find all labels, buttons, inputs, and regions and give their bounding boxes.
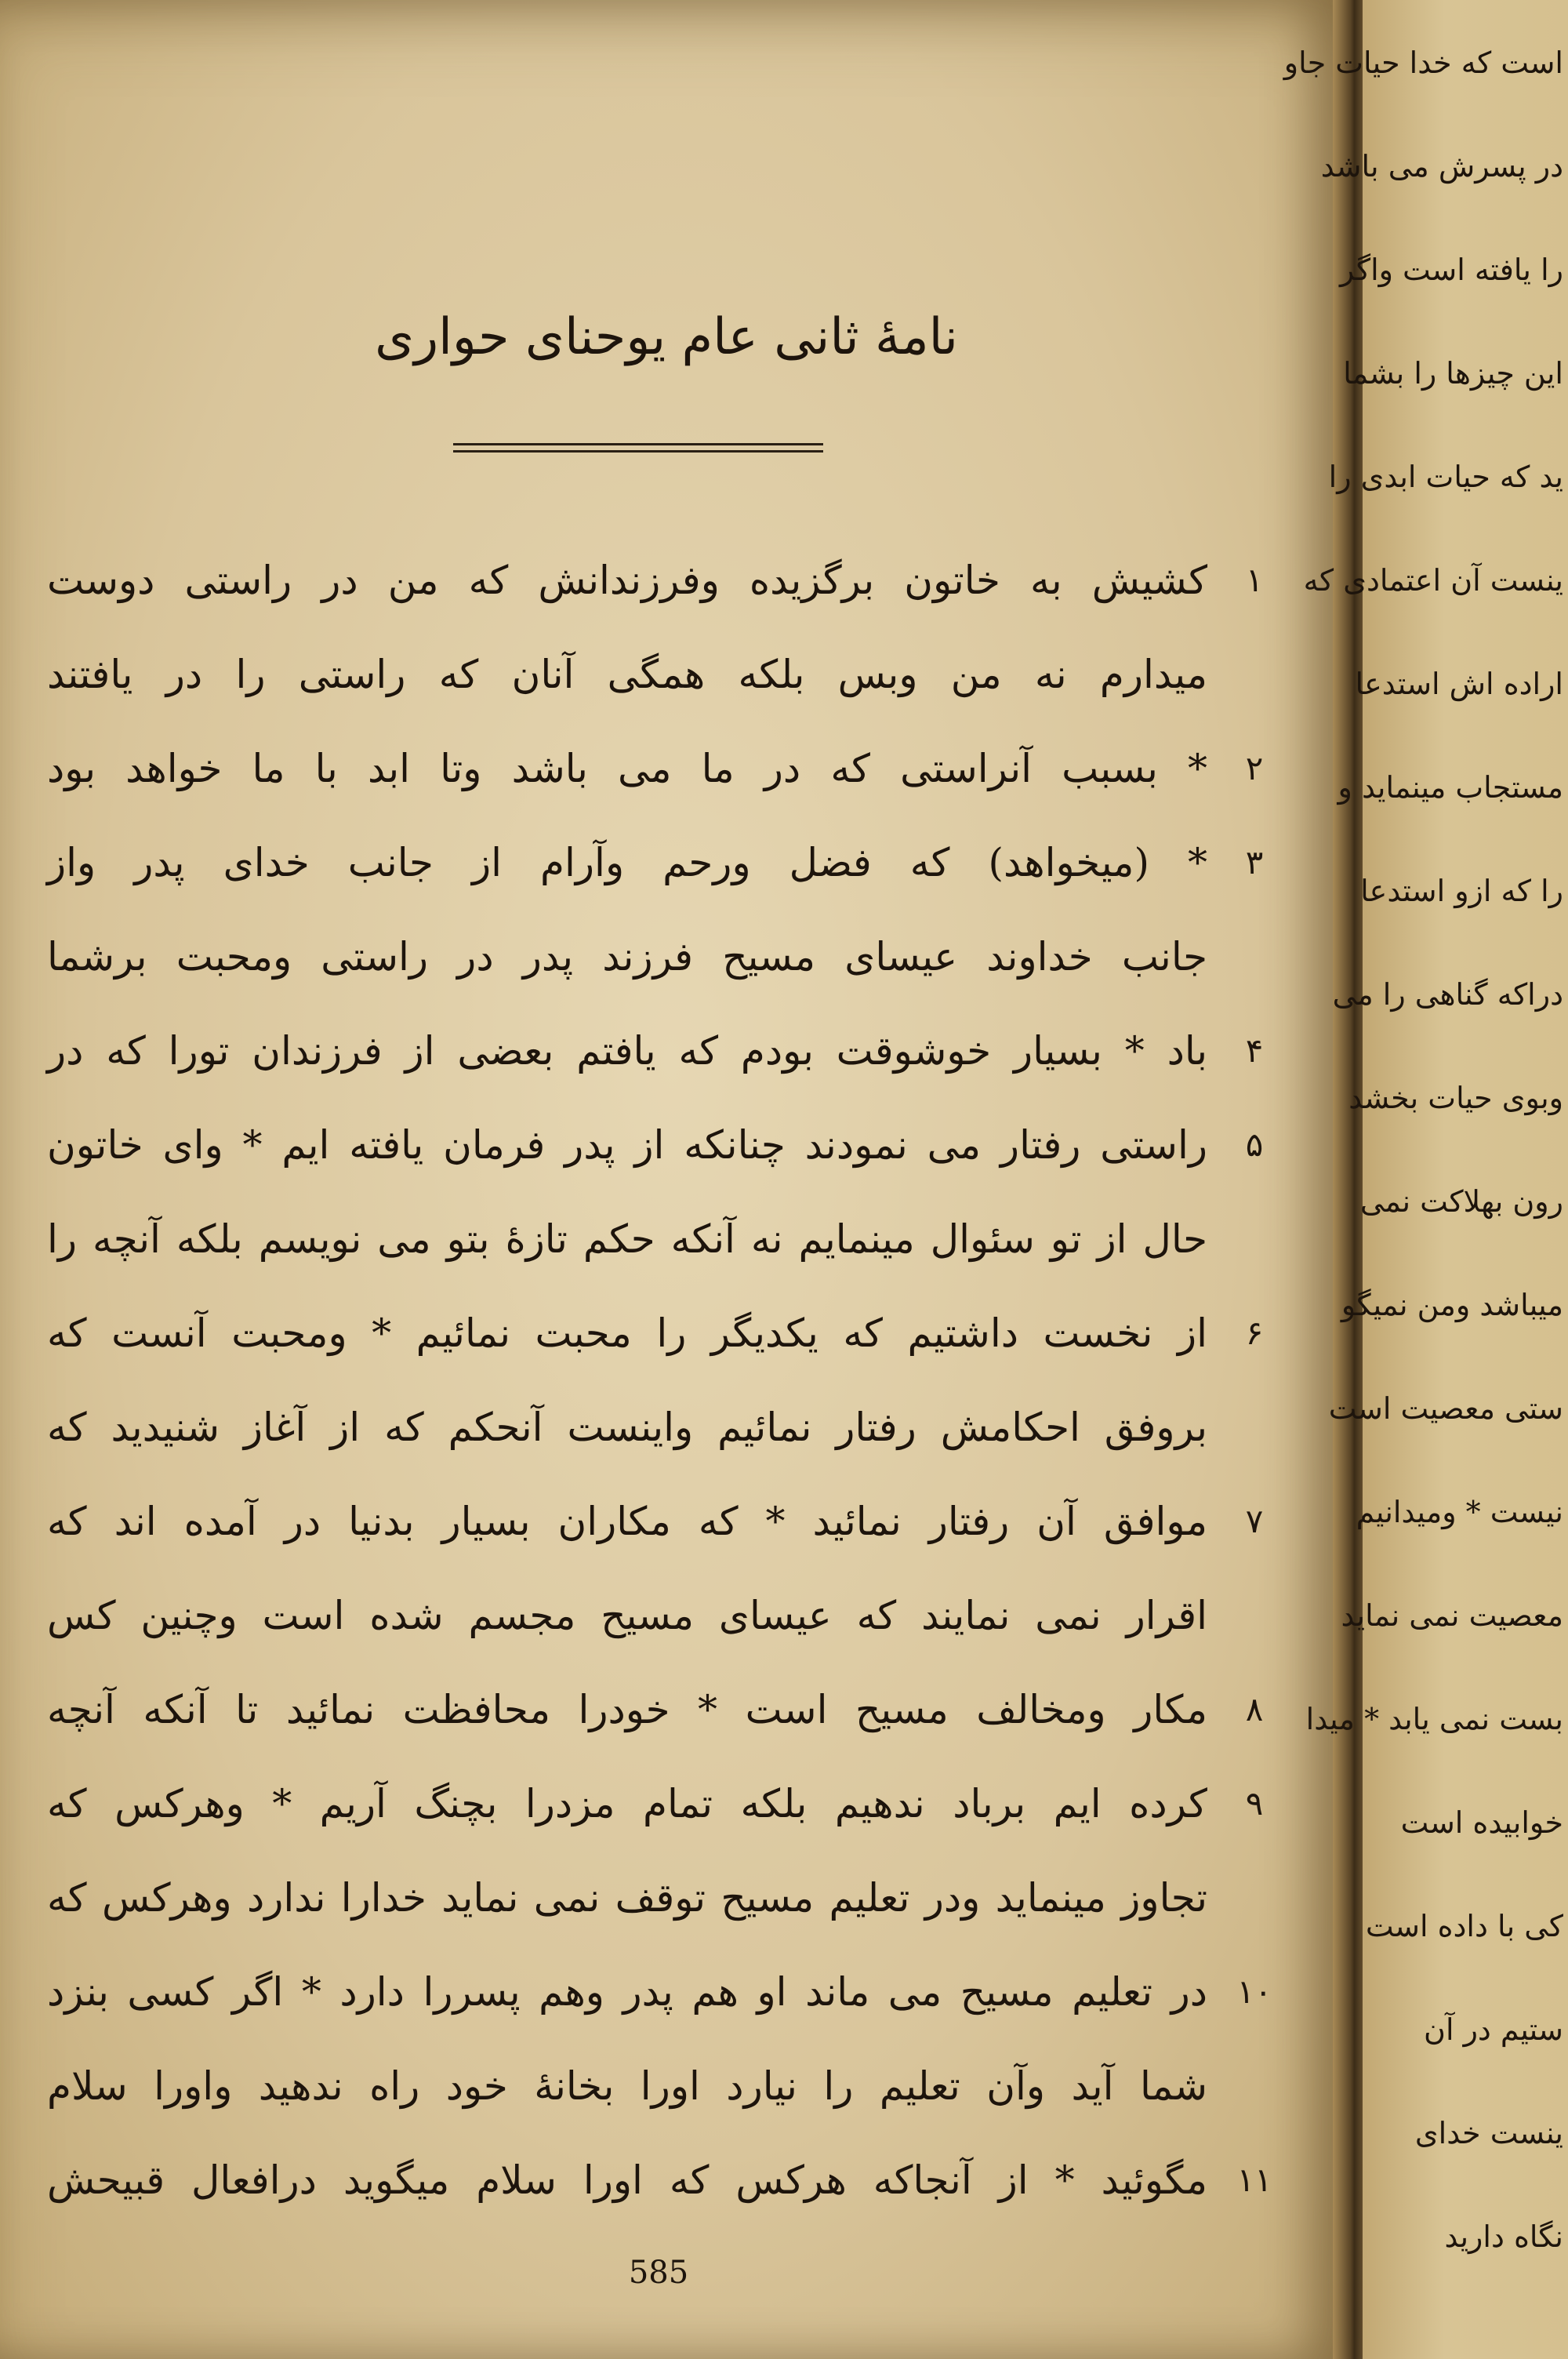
line-text: * بسبب آنراستی که در ما می باشد وتا ابد با ما خواهد بود — [47, 746, 1207, 791]
verse-number: ۹ — [1245, 1784, 1264, 1823]
text-line — [47, 2141, 1301, 2219]
line-text: راستی رفتار می نمودند چنانکه از پدر فرمان یافته ایم * وای خاتون — [47, 1122, 1207, 1168]
verse-number — [1223, 1576, 1286, 1655]
text-line — [47, 1765, 1301, 1843]
facing-page-line: است که خدا حیات جاو — [1283, 45, 1563, 80]
line-text: از نخست داشتیم که یکدیگر را محبت نمائیم * ومحبت آنست که — [47, 1310, 1207, 1356]
line-text: جانب خداوند عیسای مسیح فرزند پدر در راستی ومحبت برشما — [47, 934, 1207, 980]
text-line — [47, 1200, 1301, 1278]
text-line — [47, 1294, 1301, 1372]
text-line — [47, 1859, 1301, 1937]
verse-number: ۳ — [1245, 843, 1264, 881]
line-text: کرده ایم برباد ندهیم بلکه تمام مزدرا بچنگ آریم * وهرکس که — [47, 1781, 1207, 1826]
line-text: حال از تو سئوال مینمایم نه آنکه حکم تازهٔ بتو می نویسم بلکه آنچه را — [47, 1216, 1207, 1262]
text-line — [47, 2047, 1301, 2125]
line-text: میدارم نه من وبس بلکه همگی آنان که راستی را در یافتند — [47, 652, 1207, 697]
facing-page-line: را که ازو استدعا — [1360, 874, 1563, 908]
verse-number: ۱۰ — [1236, 1972, 1272, 2011]
verse-number: ۱۱ — [1236, 2161, 1272, 2199]
line-text: مکار ومخالف مسیح است * خودرا محافظت نمائید تا آنکه آنچه — [47, 1687, 1207, 1732]
facing-page-line: را یافته است واگر — [1340, 253, 1563, 287]
facing-page-line: رون بهلاکت نمی — [1359, 1184, 1563, 1219]
facing-page-line: این چیزها را بشما — [1343, 356, 1563, 391]
facing-page-line: نیست * ومیدانیم — [1356, 1495, 1563, 1529]
line-text: مگوئید * از آنجاکه هرکس که اورا سلام میگوید درافعال قبیحش — [47, 2157, 1207, 2203]
line-text: * (میخواهد) که فضل ورحم وآرام از جانب خدای پدر واز — [47, 840, 1207, 885]
verse-number — [1223, 635, 1286, 714]
right-page-fragment — [1283, 0, 1568, 2359]
line-text: شما آید وآن تعلیم را نیارد اورا بخانهٔ خود راه ندهید واورا سلام — [47, 2063, 1207, 2109]
facing-page-line: معصیت نمی نماید — [1341, 1598, 1563, 1633]
facing-page-line: در پسرش می باشد — [1320, 149, 1563, 184]
verse-number — [1223, 1200, 1286, 1278]
verse-number: ۶ — [1245, 1314, 1264, 1352]
facing-page-line: ینست خدای — [1414, 2116, 1563, 2150]
verse-number: ۱ — [1245, 561, 1264, 599]
text-line — [47, 1670, 1301, 1749]
text-line — [47, 1012, 1301, 1090]
facing-page-line: مستجاب مینماید و — [1338, 770, 1563, 805]
verse-number — [1223, 1388, 1286, 1467]
text-line — [47, 1388, 1301, 1467]
verse-number — [1223, 1859, 1286, 1937]
text-line — [47, 1106, 1301, 1184]
page-number: 585 — [628, 2255, 689, 2291]
page-title: نامهٔ ثانی عام یوحنای حواری — [375, 308, 958, 366]
verse-number: ۲ — [1245, 749, 1264, 787]
text-line — [47, 1482, 1301, 1561]
facing-page-line: ینست آن اعتمادی که — [1303, 563, 1563, 598]
facing-page-line: نگاه دارید — [1444, 2219, 1563, 2254]
facing-page-line: ستی معصیت است — [1328, 1391, 1563, 1426]
verse-number: ۵ — [1245, 1125, 1264, 1164]
facing-page-line: وبوی حیات بخشد — [1348, 1081, 1563, 1115]
facing-page-line: دراکه گناهی را می — [1332, 977, 1563, 1012]
facing-page-line: بست نمی یابد * میدا — [1305, 1702, 1563, 1736]
line-text: در تعلیم مسیح می ماند او هم پدر وهم پسررا دارد * اگر کسی بنزد — [47, 1969, 1207, 2015]
line-text: باد * بسیار خوشوقت بودم که یافتم بعضی از فرزندان تورا که در — [47, 1028, 1207, 1074]
verse-number: ۷ — [1245, 1502, 1264, 1540]
line-text: کشیش به خاتون برگزیده وفرزندانش که من در راستی دوست — [47, 558, 1207, 603]
facing-page-line: خوابیده است — [1400, 1805, 1563, 1840]
line-text: اقرار نمی نمایند که عیسای مسیح مجسم شده است وچنین کس — [47, 1593, 1207, 1638]
text-line — [47, 729, 1301, 808]
line-text: تجاوز مینماید ودر تعلیم مسیح توقف نمی نماید خدارا ندارد وهرکس که — [47, 1875, 1207, 1921]
facing-page-line: ید که حیات ابدی را — [1328, 460, 1563, 494]
facing-page-line: کی با داده است — [1365, 1909, 1563, 1943]
verse-number — [1223, 2047, 1286, 2125]
facing-page-line: میباشد ومن نمیگو — [1341, 1288, 1563, 1322]
text-line — [47, 541, 1301, 620]
facing-text-block — [1283, 0, 1568, 2359]
text-line — [47, 918, 1301, 996]
text-line — [47, 1953, 1301, 2031]
line-text: بروفق احکامش رفتار نمائیم واینست آنحکم که از آغاز شنیدید که — [47, 1405, 1207, 1450]
verse-number — [1223, 918, 1286, 996]
text-line — [47, 823, 1301, 902]
text-line — [47, 1576, 1301, 1655]
facing-page-line: ستیم در آن — [1424, 2012, 1563, 2047]
verse-number: ۴ — [1245, 1031, 1264, 1070]
line-text: موافق آن رفتار نمائید * که مکاران بسیار بدنیا در آمده اند که — [47, 1499, 1207, 1544]
facing-page-line: اراده اش استدعا — [1355, 667, 1563, 701]
text-line — [47, 635, 1301, 714]
verse-number: ۸ — [1245, 1690, 1264, 1728]
